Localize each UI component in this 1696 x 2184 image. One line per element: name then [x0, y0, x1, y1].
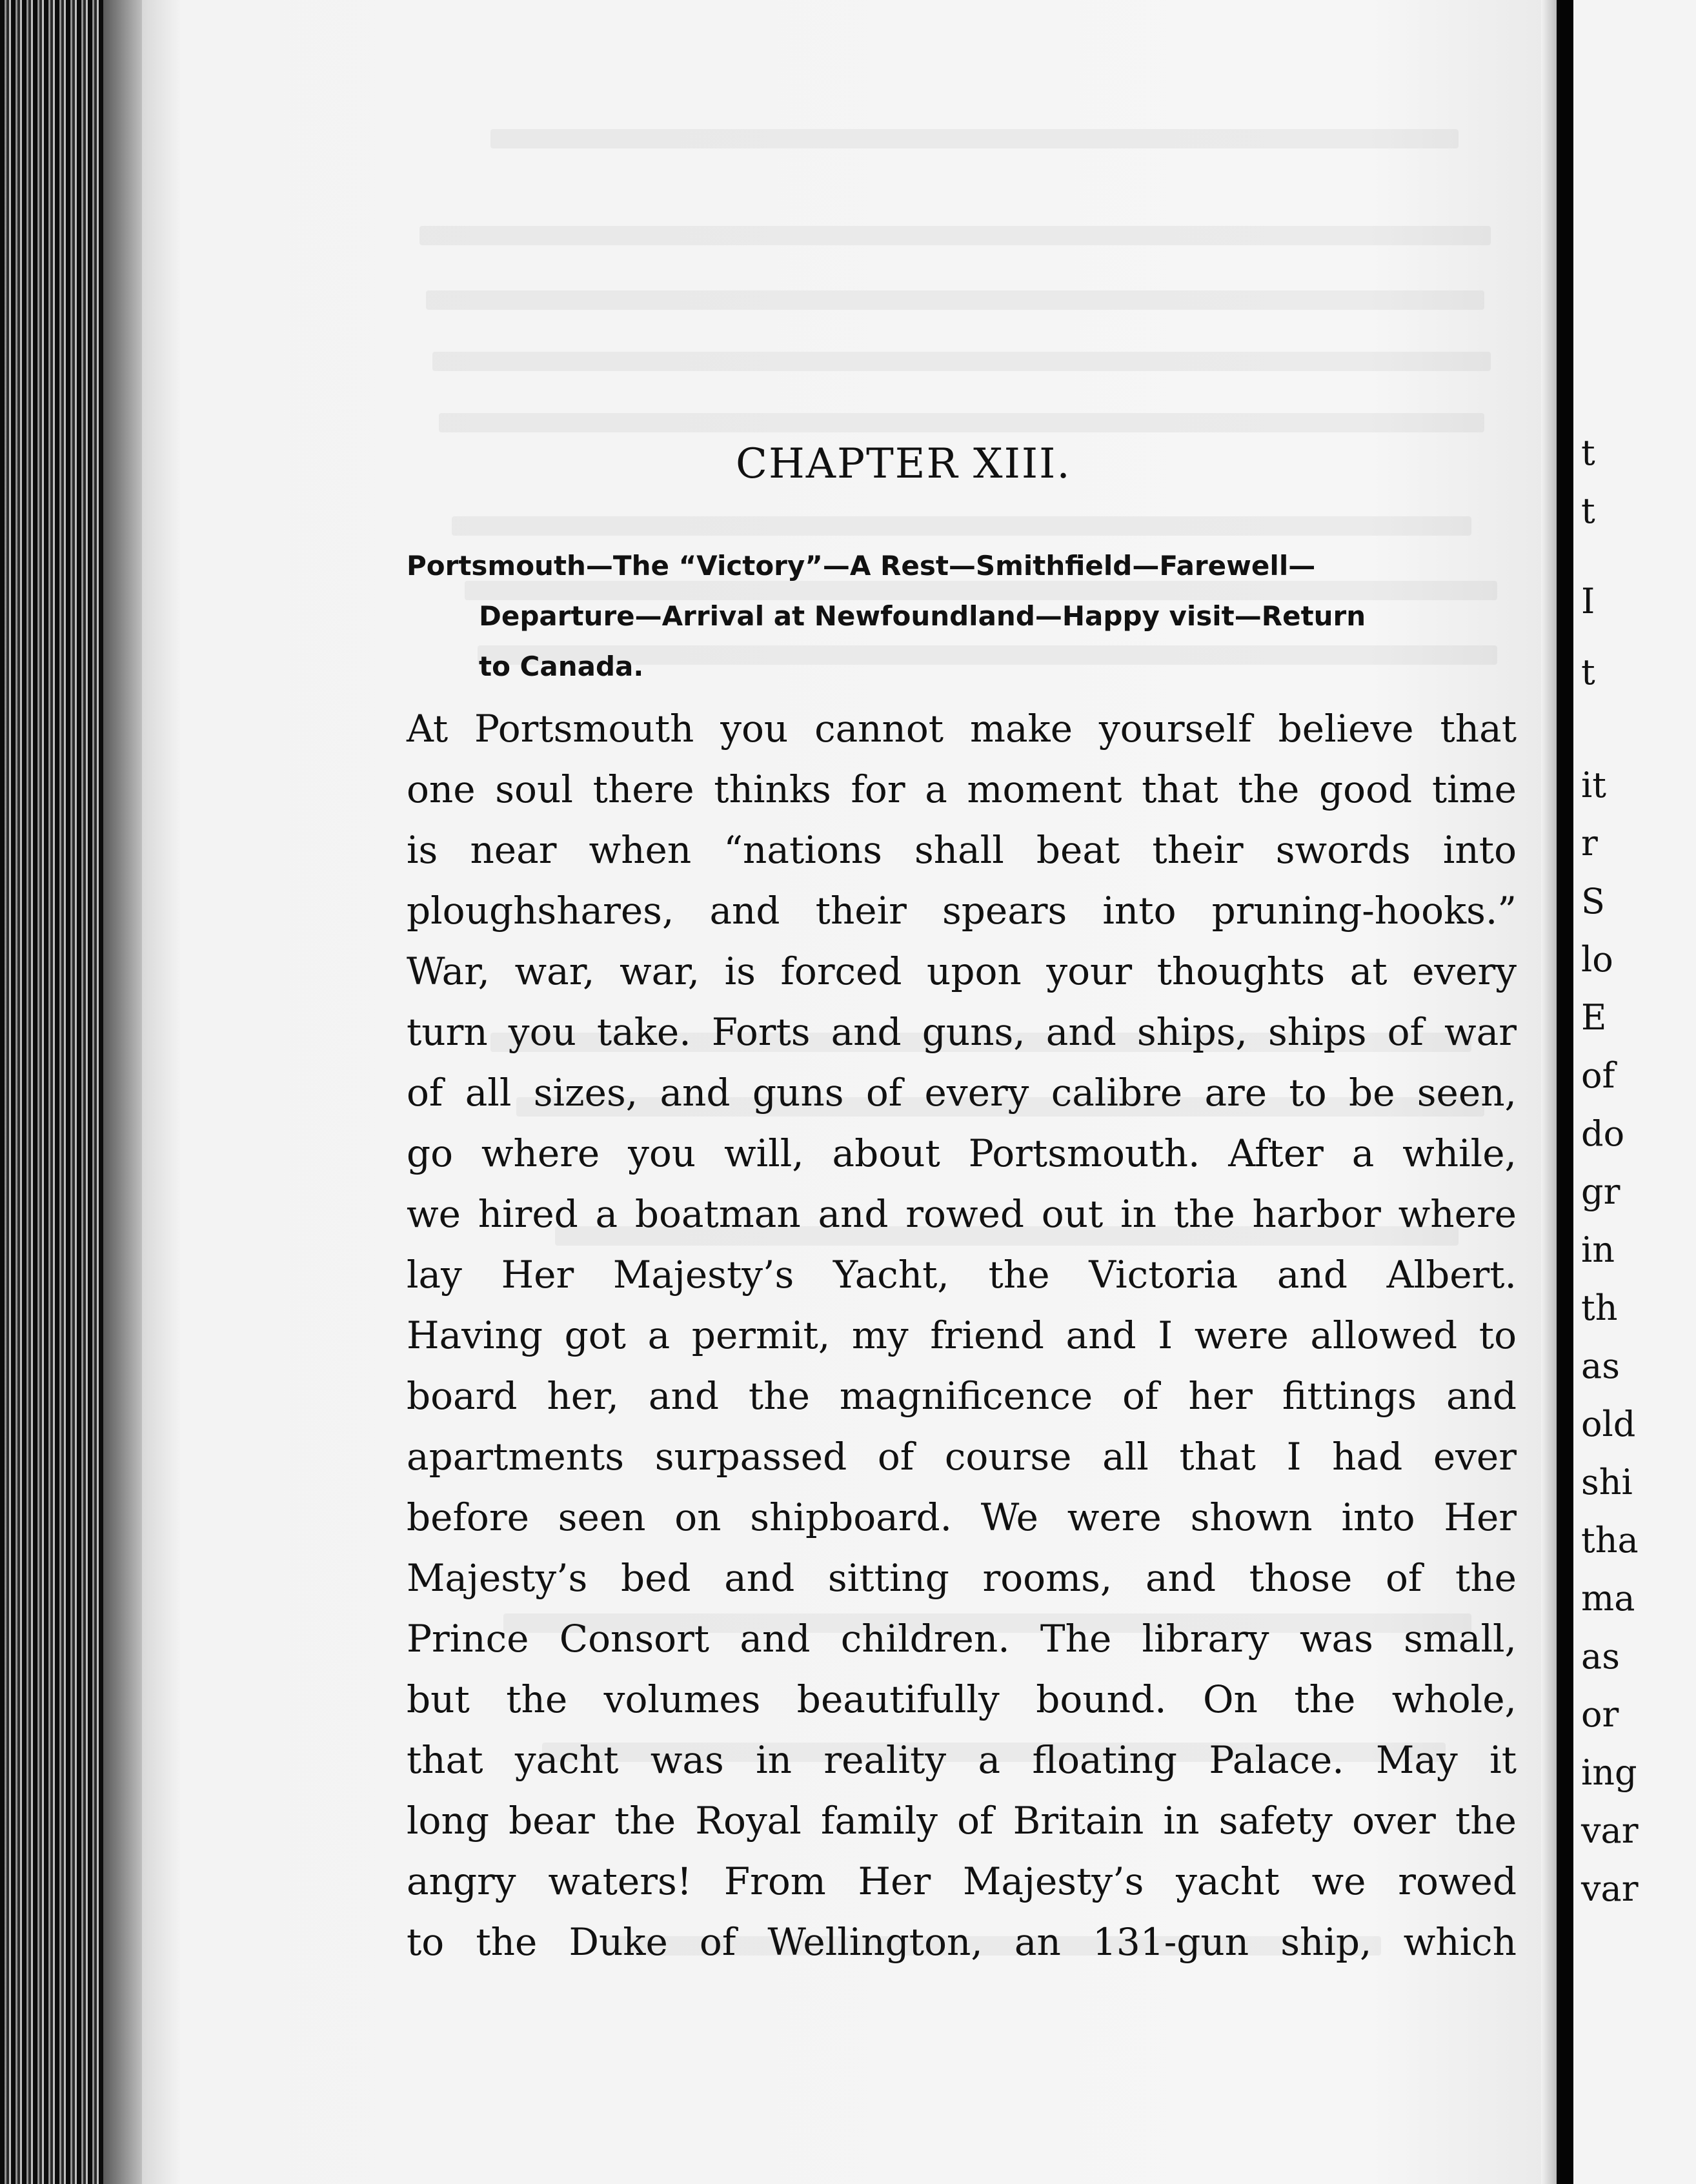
adjacent-page-fragment: tha: [1581, 1520, 1639, 1561]
adjacent-page-fragment: E: [1581, 997, 1607, 1038]
body-line: War, war, war, is forced upon your thoughts at every: [407, 949, 1517, 993]
body-line: Having got a permit, my friend and I were allowed to: [407, 1313, 1517, 1357]
synopsis-line: Portsmouth—The “Victory”—A Rest—Smithfield—Farewell—: [407, 550, 1316, 581]
body-text: [407, 698, 1517, 1972]
adjacent-page-sliver: [1573, 0, 1696, 2184]
body-line: turn you take. Forts and guns, and ships, ships of war: [407, 1010, 1517, 1054]
body-line: apartments surpassed of course all that I had ever: [407, 1435, 1517, 1479]
adjacent-page-fragment: r: [1581, 823, 1598, 864]
body-line: is near when “nations shall beat their swords into: [407, 828, 1517, 872]
chapter-synopsis: [407, 541, 1497, 692]
adjacent-page-fragment: as: [1581, 1636, 1620, 1677]
body-line: before seen on shipboard. We were shown into Her: [407, 1495, 1517, 1539]
adjacent-page-fragment: gr: [1581, 1171, 1620, 1212]
body-line: that yacht was in reality a floating Palace. May it: [407, 1738, 1517, 1782]
adjacent-page-fragment: t: [1581, 652, 1595, 693]
body-line: At Portsmouth you cannot make yourself believe that: [407, 707, 1517, 751]
adjacent-page-fragment: th: [1581, 1288, 1618, 1328]
adjacent-page-fragment: I: [1581, 581, 1595, 622]
adjacent-page-fragment: in: [1581, 1229, 1615, 1270]
adjacent-page-fragment: t: [1581, 432, 1595, 473]
body-line: but the volumes beautifully bound. On the whole,: [407, 1677, 1517, 1721]
body-line: one soul there thinks for a moment that the good time: [407, 767, 1517, 811]
adjacent-page-fragment: ing: [1581, 1752, 1637, 1793]
chapter-title: CHAPTER XIII.: [736, 440, 1071, 488]
adjacent-page-fragment: do: [1581, 1113, 1625, 1154]
adjacent-page-fragment: old: [1581, 1404, 1636, 1444]
body-line: angry waters! From Her Majesty’s yacht we rowed: [407, 1859, 1517, 1903]
body-line: ploughshares, and their spears into pruning-hooks.”: [407, 889, 1517, 933]
body-line: go where you will, about Portsmouth. After a while,: [407, 1131, 1517, 1175]
adjacent-page-fragment: var: [1581, 1868, 1639, 1909]
body-line: we hired a boatman and rowed out in the harbor where: [407, 1192, 1517, 1236]
adjacent-page-fragment: t: [1581, 490, 1595, 531]
adjacent-page-fragment: lo: [1581, 939, 1613, 980]
adjacent-page-fragment: var: [1581, 1810, 1639, 1851]
body-line: board her, and the magnificence of her fittings and: [407, 1374, 1517, 1418]
body-line: of all sizes, and guns of every calibre are to be seen,: [407, 1071, 1517, 1115]
synopsis-line: to Canada.: [479, 651, 644, 682]
page-divider: [1557, 0, 1573, 2184]
adjacent-page-fragment: of: [1581, 1055, 1615, 1096]
adjacent-page-fragment: shi: [1581, 1462, 1633, 1502]
body-line: long bear the Royal family of Britain in safety over the: [407, 1799, 1517, 1843]
body-line: lay Her Majesty’s Yacht, the Victoria and Albert.: [407, 1253, 1517, 1297]
adjacent-page-fragment: as: [1581, 1346, 1620, 1386]
adjacent-page-fragment: S: [1581, 881, 1605, 922]
page-right-fold: [1541, 0, 1557, 2184]
synopsis-line: Departure—Arrival at Newfoundland—Happy visit—Return: [479, 600, 1366, 632]
body-line: Prince Consort and children. The library was small,: [407, 1617, 1517, 1661]
body-line: Majesty’s bed and sitting rooms, and those of the: [407, 1556, 1517, 1600]
adjacent-page-fragment: ma: [1581, 1578, 1635, 1619]
adjacent-page-fragment: it: [1581, 765, 1606, 805]
body-line: to the Duke of Wellington, an 131-gun ship, which: [407, 1920, 1517, 1964]
adjacent-page-fragment: or: [1581, 1694, 1619, 1735]
